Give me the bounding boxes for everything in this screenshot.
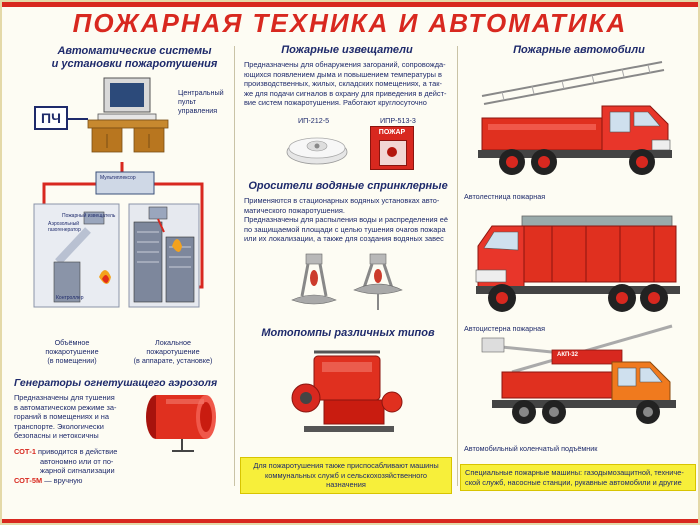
detectors-line3: производственных, жилых, складских помещениях, а так- [244,79,442,88]
console-label [178,88,238,115]
aerosol-label-line1: Аэрозольный [48,221,80,227]
fire-extinguishing-schematic [24,162,219,312]
local-caption-line1: Локальное [155,338,191,347]
local-extinguishing-caption [118,338,228,365]
smoke-detector-illustration [284,130,350,170]
detectors-line5: вие систем пожаротушения. Работают круглосуточно [244,98,427,107]
right-note-line1: Специальные пожарные машины: газодымозащитной, техниче- [465,468,684,477]
sprinkler-head-1 [292,254,336,304]
generators-line4: транспорте. Экологически [14,421,104,431]
ip212-label: ИП-212-5 [298,116,330,125]
cot1-line1 [14,447,134,457]
sprinklers-text [244,196,456,244]
generators-text [14,393,132,441]
auto-systems-heading [42,45,227,71]
cot1-code: СОТ-1 [14,447,36,456]
sprinklers-line2: матического пожаротушения. [244,205,345,215]
generators-line1: Предназначены для тушения [14,393,115,402]
column-divider-right [457,46,458,486]
cot-notes [14,447,134,485]
aerial-lift-caption: Автомобильный коленчатый подъёмник [464,444,598,453]
generators-line5: безопасны и нетоксичны [14,431,99,440]
auto-systems-heading-line1: Автоматические системы [57,45,212,57]
center-note-line2: коммунальных служб и сельскохозяйственного [264,470,428,480]
tanker-truck-illustration [472,208,692,318]
pch-link-line [68,118,88,120]
sprinklers-line3: Предназначены для распыления воды и распределения её [244,215,448,224]
bottom-stripe [2,519,698,523]
auto-systems-heading-line2: и установки пожаротушения [51,58,218,70]
sprinkler-head-2 [354,254,402,310]
vehicles-heading: Пожарные автомобили [513,44,645,56]
generators-heading: Генераторы огнетушащего аэрозоля [14,377,218,389]
local-caption-line3: (в аппарате, установке) [133,356,213,365]
detectors-line2: ющихся появлением дыма и повышением температуры в [244,69,442,79]
motor-pump-illustration [284,342,414,442]
ladder-truck-illustration [472,58,692,188]
aerosol-label [48,221,81,233]
console-label-line1: Центральный [178,88,224,97]
cot5m-line [14,476,134,486]
aerosol-generator-illustration [142,385,222,455]
manual-call-point-button [387,147,397,157]
detectors-line1: Предназначены для обнаружения загораний, сопровожда- [244,60,446,69]
detector-label: Пожарный извещатель [62,213,116,219]
controller-label: Контроллер [56,295,84,301]
sprinklers-line5: или их локализации, а также для создания водяных завес [244,234,444,243]
center-note-line3: назначения [326,480,366,489]
aerosol-label-line2: газогенератор [48,227,81,233]
top-stripe [2,2,698,7]
cot1-line3: жарной сигнализации [40,466,115,475]
sprinklers-heading: Оросители водяные спринклерные [248,180,448,192]
generators-line3: гораний в помещениях и на [14,412,109,421]
cot1-text: приводится в действие [36,447,118,456]
center-note [240,457,452,494]
detectors-heading: Пожарные извещатели [281,44,413,56]
cot1-line2: автономно или от по- [40,456,114,466]
console-label-line2: пульт [178,97,196,106]
cot5m-code: СОТ-5М [14,475,43,485]
local-caption-line2: пожаротушение [146,347,200,356]
cot5m-text: — вручную [42,475,83,485]
volume-caption-line3: (в помещении) [47,356,97,365]
console-label-line3: управления [178,106,218,115]
volume-caption-line2: пожаротушение [45,347,99,356]
manual-call-point [370,126,414,170]
manual-call-point-label: ПОЖАР [378,129,406,136]
sprinklers-line1: Применяются в стационарных водяных установках авто- [244,196,440,205]
ipr513-label: ИПР-513-3 [380,116,416,125]
tanker-truck-caption: Автоцистерна пожарная [464,324,546,333]
center-note-line1: Для пожаротушения также приспосабливают машины [253,461,439,470]
motor-pumps-heading: Мотопомпы различных типов [261,327,435,339]
page-title: ПОЖАРНАЯ ТЕХНИКА И АВТОМАТИКА [72,8,628,38]
right-note-line2: ской служб, насосные станции, рукавные автомобили и другие [465,477,682,487]
generators-line2: в автоматическом режиме за- [14,402,117,412]
sprinklers-line4: по защищаемой площади с целью тушения очагов пожара [244,224,446,234]
detectors-line4: же для подачи сигналов в охрану для приведения в дейст- [244,88,447,98]
right-note [460,464,696,491]
sprinkler-heads-illustration [284,250,414,320]
ladder-truck-caption: Автолестница пожарная [464,192,546,201]
control-console-illustration [84,74,174,154]
aerial-lift-illustration [472,316,692,426]
volume-extinguishing-caption [32,338,112,365]
volume-caption-line1: Объёмное [54,338,90,347]
akp-label: АКП-32 [557,352,578,358]
fire-station-label: ПЧ [41,110,61,126]
fire-station-box [34,106,68,130]
detectors-text [244,60,454,108]
multiplexer-label: Мультиплексор [100,175,136,181]
